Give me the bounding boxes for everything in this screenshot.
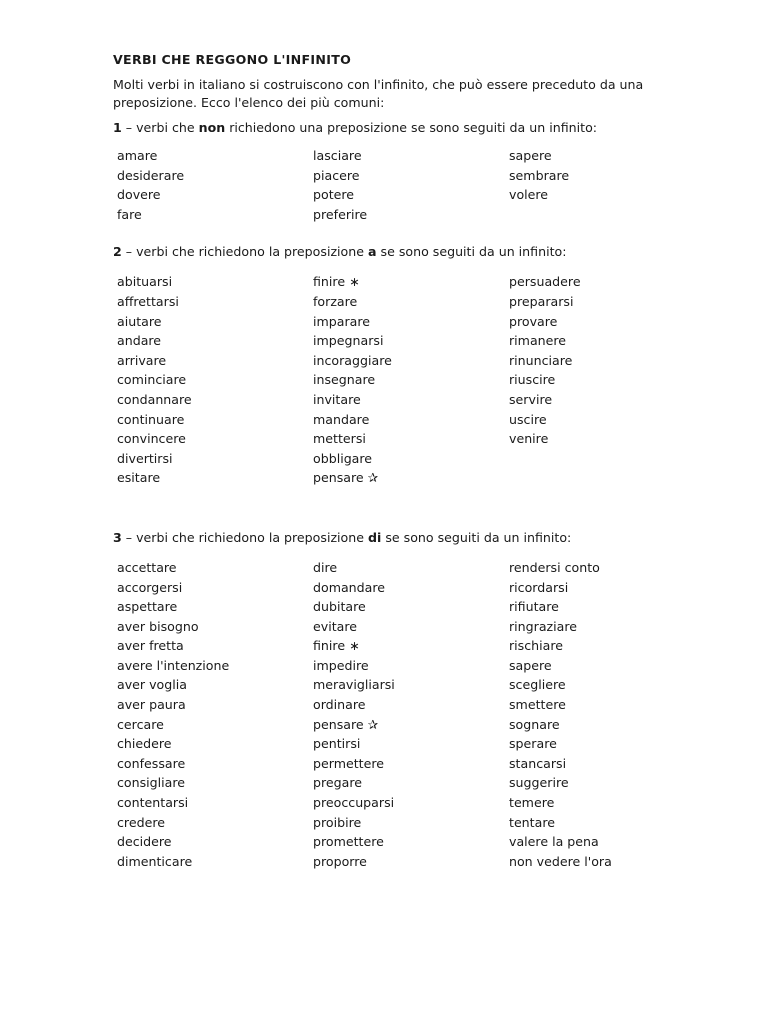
verb-item: evitare: [313, 618, 358, 634]
verb-item: sperare: [509, 736, 557, 752]
verb-item: aver voglia: [117, 677, 187, 693]
verb-item: imparare: [313, 313, 371, 329]
empty-cell: [509, 449, 677, 469]
verb-item: sapere: [509, 148, 552, 163]
verb-item: forzare: [313, 293, 358, 309]
verb-item: pentirsi: [313, 736, 361, 752]
verb-item: credere: [117, 814, 165, 830]
verb-item: condannare: [117, 391, 192, 407]
verb-item: contentarsi: [117, 795, 189, 811]
verb-item: preoccuparsi: [313, 795, 395, 811]
verb-item: cercare: [117, 716, 164, 732]
verb-item: lasciare: [313, 148, 362, 163]
verb-item: riuscire: [509, 372, 556, 388]
verb-item: provare: [509, 313, 558, 329]
section-keyword: di: [368, 529, 382, 545]
verb-item: sognare: [509, 716, 560, 732]
verb-item: incoraggiare: [313, 352, 392, 368]
verb-item: venire: [509, 431, 549, 447]
verb-item: permettere: [313, 755, 384, 771]
verb-item: invitare: [313, 391, 361, 407]
verb-item: insegnare: [313, 372, 376, 388]
verb-item: abituarsi: [117, 274, 173, 290]
verb-item: dubitare: [313, 599, 366, 615]
verb-item: suggerire: [509, 775, 569, 791]
verb-item: sembrare: [509, 167, 570, 183]
verb-item: consigliare: [117, 775, 186, 791]
section-2-heading: [113, 243, 673, 261]
verb-item: promettere: [313, 834, 384, 850]
verb-item: proporre: [313, 853, 367, 869]
verb-item: decidere: [117, 834, 172, 850]
section-text-post: se sono seguiti da un infinito:: [376, 244, 567, 260]
verb-item: tentare: [509, 814, 555, 830]
verb-item: finire ∗: [313, 638, 360, 654]
verb-item: confessare: [117, 755, 186, 771]
verb-item: chiedere: [117, 736, 172, 752]
section-number: 2: [113, 244, 122, 260]
verb-item: prepararsi: [509, 293, 574, 309]
verb-item: impedire: [313, 657, 369, 673]
verb-item: affrettarsi: [117, 293, 179, 309]
verb-item: rischiare: [509, 638, 564, 654]
section-text-post: se sono seguiti da un infinito:: [381, 529, 572, 545]
verb-item: continuare: [117, 411, 185, 427]
verb-item: smettere: [509, 697, 566, 713]
verb-item: dire: [313, 559, 338, 575]
verb-item: dovere: [117, 187, 161, 203]
verb-item: pensare ✰: [313, 716, 379, 732]
verb-item: ordinare: [313, 697, 366, 713]
section-text-post: richiedono una preposizione se sono seguiti da un infinito:: [225, 120, 598, 135]
verb-item: uscire: [509, 411, 547, 427]
verb-item: arrivare: [117, 352, 167, 368]
verb-item: pregare: [313, 775, 363, 791]
verb-item: potere: [313, 187, 355, 203]
verb-item: obbligare: [313, 450, 373, 466]
section-number: 1: [113, 120, 122, 135]
verb-item: aver fretta: [117, 638, 184, 654]
verb-item: pensare ✰: [313, 470, 379, 486]
verb-item: desiderare: [117, 167, 185, 183]
verb-item: rinunciare: [509, 352, 573, 368]
verb-item: temere: [509, 795, 555, 811]
verb-item: persuadere: [509, 274, 581, 290]
verb-item: convincere: [117, 431, 186, 447]
verb-item: aver paura: [117, 697, 186, 713]
section-keyword: non: [198, 120, 226, 135]
verb-item: volere: [509, 187, 549, 203]
verb-item: ringraziare: [509, 618, 578, 634]
verb-item: fare: [117, 206, 142, 222]
section-keyword: a: [368, 244, 377, 260]
document-title: VERBI CHE REGGONO L'INFINITO: [113, 52, 352, 67]
empty-cell: [509, 468, 677, 488]
verb-item: scegliere: [509, 677, 566, 693]
verb-item: aver bisogno: [117, 618, 199, 634]
verb-item: domandare: [313, 579, 386, 595]
verb-item: servire: [509, 391, 553, 407]
verb-item: accettare: [117, 559, 177, 575]
intro-paragraph: Molti verbi in italiano si costruiscono con l'infinito, che può essere preceduto da una preposizione. Ecco l'elenco dei più comuni:: [113, 77, 644, 110]
verb-item: aiutare: [117, 313, 162, 329]
section-2-verb-grid: [117, 272, 673, 488]
verb-item: andare: [117, 333, 162, 349]
verb-item: rifiutare: [509, 599, 559, 615]
empty-cell: [509, 205, 677, 225]
verb-item: dimenticare: [117, 853, 193, 869]
verb-item: rimanere: [509, 333, 567, 349]
section-1-heading: [113, 119, 673, 137]
section-number: 3: [113, 529, 122, 545]
document-page: [113, 52, 673, 871]
verb-item: aspettare: [117, 599, 178, 615]
verb-item: proibire: [313, 814, 362, 830]
section-text-pre: – verbi che: [121, 120, 199, 135]
verb-item: stancarsi: [509, 755, 567, 771]
verb-item: finire ∗: [313, 274, 360, 290]
section-3-verb-grid: [117, 558, 673, 872]
verb-item: sapere: [509, 657, 552, 673]
section-text-pre: – verbi che richiedono la preposizione: [121, 244, 368, 260]
verb-item: avere l'intenzione: [117, 657, 230, 673]
section-3-heading: [113, 529, 673, 547]
verb-item: non vedere l'ora: [509, 853, 612, 869]
section-1-verb-grid: [117, 146, 673, 224]
verb-item: mettersi: [313, 431, 366, 447]
verb-item: amare: [117, 148, 158, 163]
verb-item: accorgersi: [117, 579, 183, 595]
verb-item: divertirsi: [117, 450, 173, 466]
verb-item: cominciare: [117, 372, 187, 388]
verb-item: impegnarsi: [313, 333, 384, 349]
verb-item: valere la pena: [509, 834, 599, 850]
section-text-pre: – verbi che richiedono la preposizione: [121, 529, 368, 545]
verb-item: rendersi conto: [509, 559, 600, 575]
verb-item: mandare: [313, 411, 370, 427]
verb-item: meravigliarsi: [313, 677, 395, 693]
verb-item: esitare: [117, 470, 161, 486]
verb-item: preferire: [313, 206, 368, 222]
verb-item: piacere: [313, 167, 360, 183]
verb-item: ricordarsi: [509, 579, 569, 595]
